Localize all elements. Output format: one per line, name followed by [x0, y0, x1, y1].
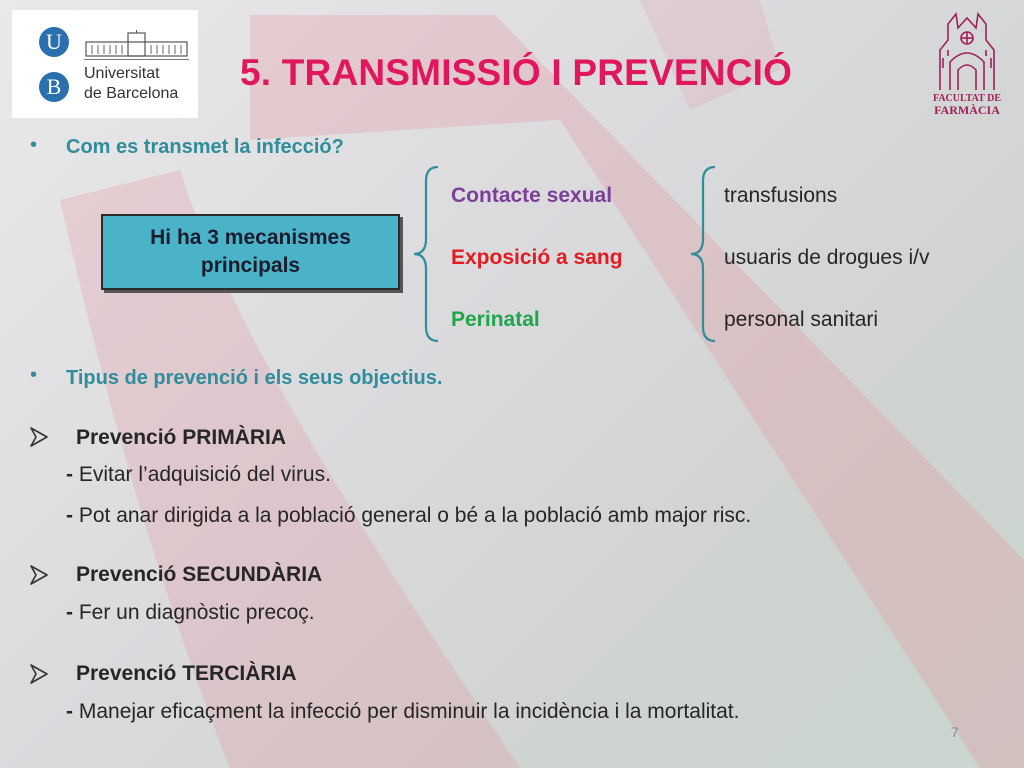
prevention-primary-item	[66, 463, 331, 487]
page-number: 7	[951, 724, 959, 740]
ub-logo-letter-u: U	[39, 27, 69, 57]
ub-logo-line1: Universitat	[84, 65, 160, 82]
mechanisms-box: Hi ha 3 mecanismes principals	[101, 214, 400, 290]
bullet-point: •	[30, 364, 38, 386]
item-dash: -	[66, 504, 73, 527]
arrow-bullet-icon	[30, 427, 48, 447]
university-logo	[12, 10, 198, 118]
bullet-point: •	[30, 134, 38, 156]
left-brace-icon	[412, 165, 442, 343]
arrow-bullet-icon	[30, 565, 48, 585]
right-brace-icon	[689, 165, 719, 343]
prevention-primary-item-text: Evitar l’adquisició del virus.	[78, 463, 331, 486]
prevention-intro: Tipus de prevenció i els seus objectius.	[66, 367, 443, 389]
item-dash: -	[66, 601, 73, 624]
item-dash: -	[66, 700, 73, 723]
transmission-question: Com es transmet la infecció?	[66, 136, 344, 158]
prevention-secondary-item	[66, 601, 315, 625]
prevention-primary-title: Prevenció PRIMÀRIA	[76, 426, 287, 449]
faculty-logo-text	[928, 93, 1006, 117]
blood-group-health-staff: personal sanitari	[724, 308, 879, 331]
mechanism-blood-exposure: Exposició a sang	[451, 246, 623, 269]
mechanism-sexual-contact: Contacte sexual	[451, 184, 613, 207]
ub-logo-text	[84, 64, 178, 104]
slide-title: 5. TRANSMISSIÓ I PREVENCIÓ	[240, 52, 793, 93]
prevention-secondary-title: Prevenció SECUNDÀRIA	[76, 563, 323, 586]
item-dash: -	[66, 463, 73, 486]
prevention-tertiary-title: Prevenció TERCIÀRIA	[76, 662, 297, 685]
arrow-bullet-icon	[30, 664, 48, 684]
faculty-logo-line2: FARMÀCIA	[934, 103, 1000, 117]
ub-building-icon	[84, 30, 189, 58]
prevention-tertiary-item	[66, 700, 739, 724]
blood-group-drug-users: usuaris de drogues i/v	[724, 246, 930, 269]
blood-group-transfusions: transfusions	[724, 184, 838, 207]
ub-logo-line2: de Barcelona	[84, 85, 179, 102]
prevention-secondary-item-text: Fer un diagnòstic precoç.	[78, 601, 315, 624]
prevention-tertiary-item-text: Manejar eficaçment la infecció per disminuir la incidència i la mortalitat.	[78, 700, 740, 723]
faculty-logo-line1: FACULTAT DE	[932, 93, 1002, 104]
prevention-primary-item-text: Pot anar dirigida a la població general o bé a la població amb major risc.	[78, 504, 752, 527]
ub-logo-letter-b: B	[39, 72, 69, 102]
ub-logo-divider	[84, 59, 189, 60]
prevention-primary-item	[66, 504, 751, 528]
faculty-logo	[928, 10, 1006, 120]
faculty-building-icon	[928, 10, 1006, 92]
mechanism-perinatal: Perinatal	[451, 308, 540, 331]
